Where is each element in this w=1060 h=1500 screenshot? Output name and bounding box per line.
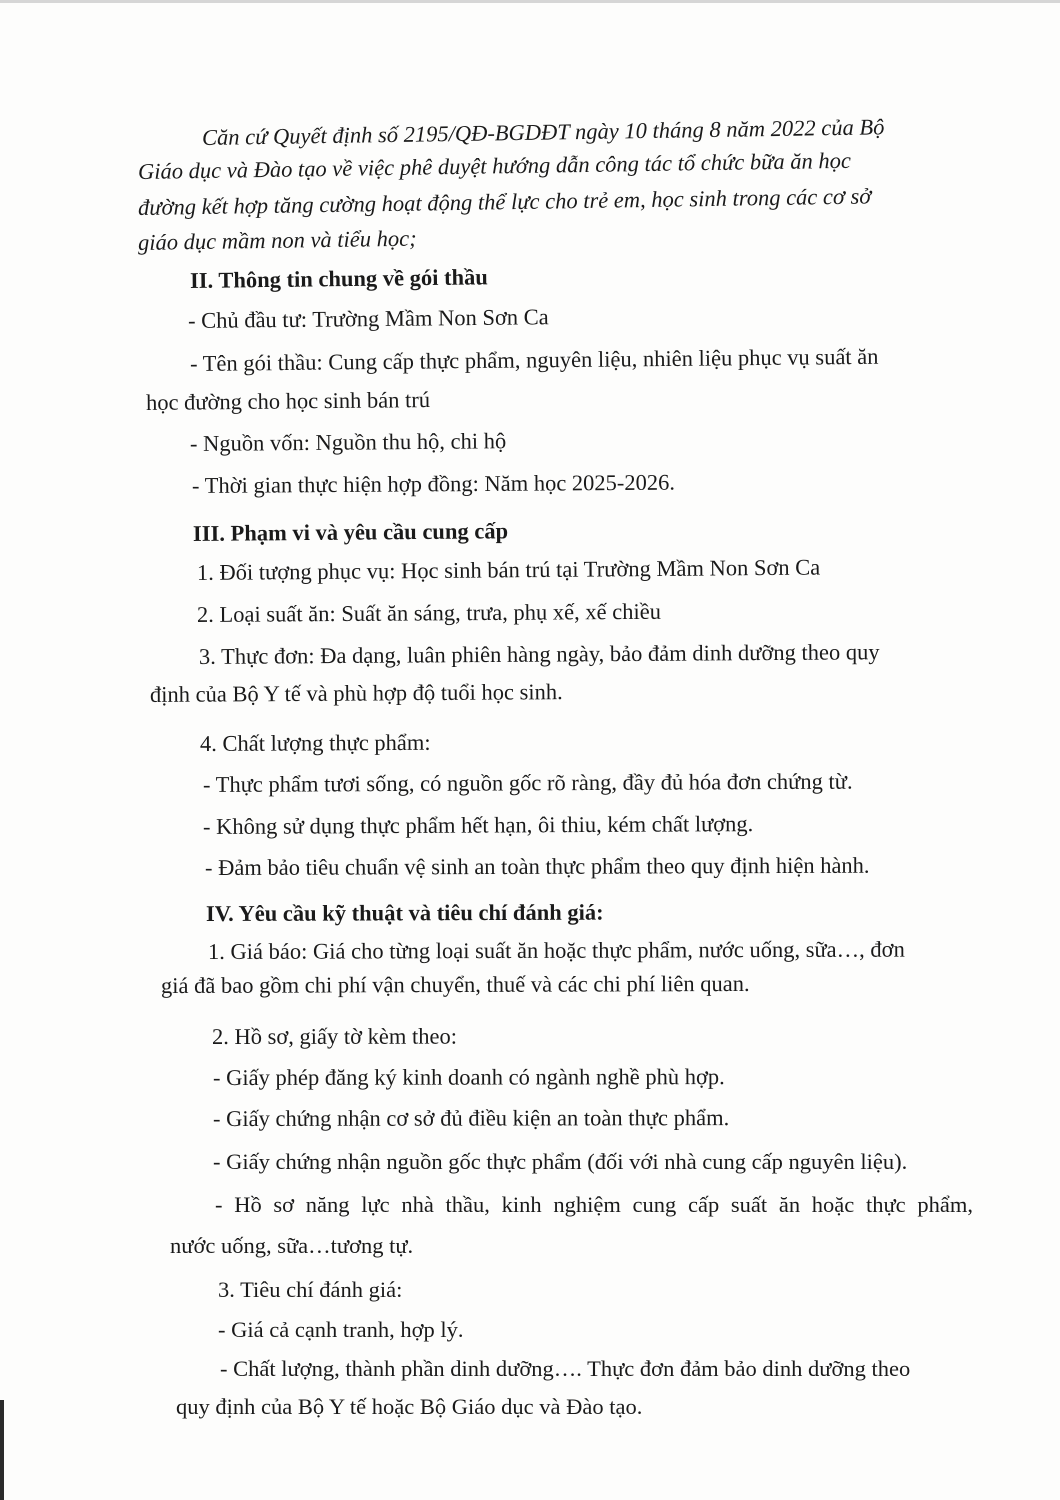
section-3-heading: III. Phạm vi và yêu cầu cung cấp — [192, 518, 509, 546]
documents-license-line: - Giấy phép đăng ký kinh doanh có ngành nghề phù hợp. — [212, 1064, 725, 1090]
preamble-line-3: đường kết hợp tăng cường hoạt động thể lực cho trẻ em, học sinh trong các cơ sở — [137, 183, 872, 220]
scan-top-edge — [0, 0, 1060, 3]
scope-item-3-line-1: 3. Thực đơn: Đa dạng, luân phiên hàng ngày, bảo đảm dinh dưỡng theo quy — [198, 639, 880, 669]
scope-item-2: 2. Loại suất ăn: Suất ăn sáng, trưa, phụ xế, xế chiều — [196, 598, 662, 627]
evaluation-quality-line-1: - Chất lượng, thành phần dinh dưỡng…. Thực đơn đảm bảo dinh dưỡng theo — [220, 1356, 911, 1381]
quality-no-expired-line: - Không sử dụng thực phẩm hết hạn, ôi thiu, kém chất lượng. — [202, 811, 754, 839]
criteria-price-line-2: giá đã bao gồm chi phí vận chuyển, thuế và các chi phí liên quan. — [160, 970, 750, 998]
preamble-line-2: Giáo dục và Đào tạo về việc phê duyệt hướng dẫn công tác tổ chức bữa ăn học — [137, 147, 852, 184]
evaluation-heading: 3. Tiêu chí đánh giá: — [218, 1277, 403, 1302]
documents-capacity-line-2: nước uống, sữa…tương tự. — [170, 1233, 414, 1258]
evaluation-price-line: - Giá cả cạnh tranh, hợp lý. — [218, 1317, 464, 1342]
section-4-heading: IV. Yêu cầu kỹ thuật và tiêu chí đánh giá: — [205, 899, 604, 926]
package-name-line-2: học đường cho học sinh bán trú — [145, 387, 431, 415]
funding-source-line: - Nguồn vốn: Nguồn thu hộ, chi hộ — [189, 428, 507, 456]
preamble-line-4: giáo dục mầm non và tiểu học; — [137, 225, 417, 255]
criteria-price-line-1: 1. Giá báo: Giá cho từng loại suất ăn hoặc thực phẩm, nước uống, sữa…, đơn — [207, 936, 905, 964]
investor-line: - Chủ đầu tư: Trường Mầm Non Sơn Ca — [187, 304, 549, 333]
section-2-heading: II. Thông tin chung về gói thầu — [189, 264, 488, 293]
preamble-line-1: Căn cứ Quyết định số 2195/QĐ-BGDĐT ngày 10 tháng 8 năm 2022 của Bộ — [201, 114, 885, 150]
scope-item-4: 4. Chất lượng thực phẩm: — [199, 729, 431, 756]
evaluation-quality-line-2: quy định của Bộ Y tế hoặc Bộ Giáo dục và Đào tạo. — [176, 1394, 643, 1419]
documents-origin-cert-line: - Giấy chứng nhận nguồn gốc thực phẩm (đối với nhà cung cấp nguyên liệu). — [213, 1149, 908, 1174]
package-name-line-1: - Tên gói thầu: Cung cấp thực phẩm, nguyên liệu, nhiên liệu phục vụ suất ăn — [189, 343, 879, 376]
contract-period-line: - Thời gian thực hiện hợp đồng: Năm học 2025-2026. — [191, 469, 676, 498]
documents-safety-cert-line: - Giấy chứng nhận cơ sở đủ điều kiện an toàn thực phẩm. — [212, 1105, 730, 1131]
scope-item-3-line-2: định của Bộ Y tế và phù hợp độ tuổi học sinh. — [149, 679, 563, 707]
scope-item-1: 1. Đối tượng phục vụ: Học sinh bán trú tại Trường Mầm Non Sơn Ca — [196, 554, 821, 585]
quality-hygiene-line: - Đảm bảo tiêu chuẩn vệ sinh an toàn thực phẩm theo quy định hiện hành. — [204, 852, 870, 880]
documents-heading: 2. Hồ sơ, giấy tờ kèm theo: — [211, 1023, 458, 1049]
documents-capacity-line-1: - Hồ sơ năng lực nhà thầu, kinh nghiệm cung cấp suất ăn hoặc thực phẩm, — [215, 1192, 973, 1217]
scan-left-edge — [0, 1400, 4, 1500]
quality-fresh-line: - Thực phẩm tươi sống, có nguồn gốc rõ ràng, đầy đủ hóa đơn chứng từ. — [202, 768, 853, 797]
